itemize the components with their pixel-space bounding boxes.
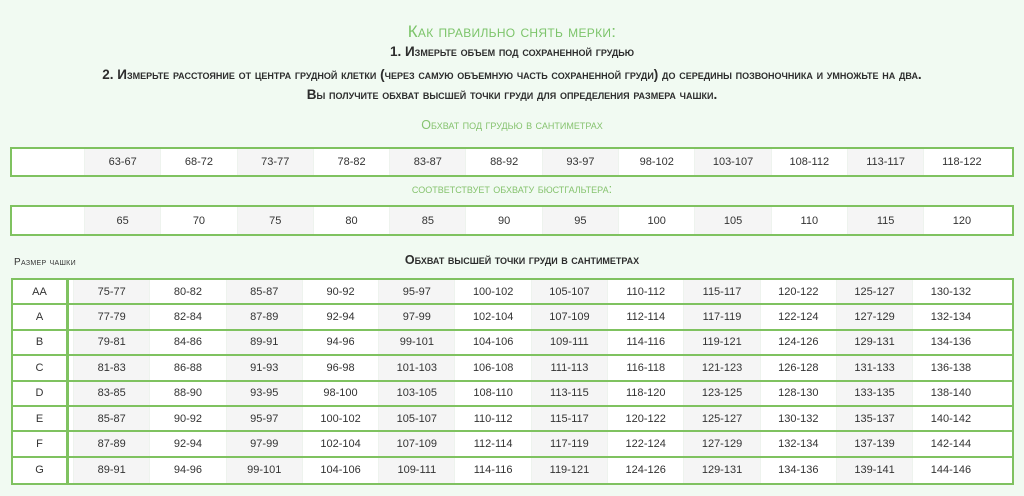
- underbust-cell: 68-72: [160, 149, 236, 175]
- band-cells: [84, 207, 1000, 234]
- bust-range-cell: 135-137: [836, 407, 912, 430]
- cup-size-cell: F: [13, 432, 69, 455]
- bust-range-cell: 81-83: [73, 356, 149, 379]
- bust-range-cell: 132-134: [912, 305, 988, 328]
- cup-size-cell: B: [13, 331, 69, 354]
- bust-range-cell: 139-141: [836, 458, 912, 483]
- bust-range-cell: 96-98: [302, 356, 378, 379]
- bust-values: [73, 280, 989, 303]
- bust-range-cell: 132-134: [760, 432, 836, 455]
- bust-values: [73, 305, 989, 328]
- underbust-row: [10, 147, 1014, 177]
- cup-size-cell: C: [13, 356, 69, 379]
- page-title: Как правильно снять мерки:: [407, 22, 617, 41]
- bust-range-cell: 93-95: [226, 382, 302, 405]
- band-size-cell: 90: [465, 207, 541, 234]
- bust-range-cell: 106-108: [454, 356, 530, 379]
- bust-values: [73, 458, 989, 483]
- underbust-cell: 63-67: [84, 149, 160, 175]
- bust-range-cell: 90-92: [302, 280, 378, 303]
- table-row: [13, 458, 1012, 483]
- bust-range-cell: 104-106: [302, 458, 378, 483]
- bust-range-cell: 100-102: [454, 280, 530, 303]
- bust-range-cell: 82-84: [149, 305, 225, 328]
- bust-range-cell: 97-99: [226, 432, 302, 455]
- bust-range-cell: 142-144: [912, 432, 988, 455]
- band-size-cell: 95: [542, 207, 618, 234]
- underbust-cell: 118-122: [923, 149, 999, 175]
- bust-range-cell: 114-116: [454, 458, 530, 483]
- bust-range-cell: 118-120: [607, 382, 683, 405]
- bust-range-cell: 83-85: [73, 382, 149, 405]
- bust-range-cell: 113-115: [531, 382, 607, 405]
- bust-values: [73, 331, 989, 354]
- cup-size-cell: A: [13, 305, 69, 328]
- instruction-2: 2. Измерьте расстояние от центра грудной клетки (через самую объемную часть сохраненной груди) до середины позвоночника и умножьте на два.: [102, 67, 922, 82]
- bust-range-cell: 89-91: [226, 331, 302, 354]
- bust-range-cell: 144-146: [912, 458, 988, 483]
- cup-size-cell: AA: [13, 280, 69, 303]
- bust-range-cell: 128-130: [760, 382, 836, 405]
- bust-range-cell: 120-122: [760, 280, 836, 303]
- bust-range-cell: 103-105: [378, 382, 454, 405]
- bust-range-cell: 77-79: [73, 305, 149, 328]
- bust-range-cell: 125-127: [683, 407, 759, 430]
- table-row: [13, 382, 1012, 407]
- bust-range-cell: 84-86: [149, 331, 225, 354]
- bust-range-cell: 91-93: [226, 356, 302, 379]
- band-size-cell: 105: [694, 207, 770, 234]
- table-row: [13, 432, 1012, 457]
- bust-range-cell: 117-119: [531, 432, 607, 455]
- bust-range-cell: 127-129: [683, 432, 759, 455]
- band-size-cell: 85: [389, 207, 465, 234]
- underbust-cell: 113-117: [847, 149, 923, 175]
- underbust-cells: [84, 149, 1000, 175]
- underbust-cell: 108-112: [771, 149, 847, 175]
- bust-range-cell: 107-109: [378, 432, 454, 455]
- bust-heading: Обхват высшей точки груди в сантиметрах: [404, 253, 640, 267]
- underbust-cell: 93-97: [542, 149, 618, 175]
- bust-range-cell: 114-116: [607, 331, 683, 354]
- table-row: [13, 280, 1012, 305]
- bust-range-cell: 119-121: [531, 458, 607, 483]
- bust-range-cell: 133-135: [836, 382, 912, 405]
- bust-range-cell: 88-90: [149, 382, 225, 405]
- bust-range-cell: 100-102: [302, 407, 378, 430]
- underbust-cell: 88-92: [465, 149, 541, 175]
- bust-range-cell: 129-131: [683, 458, 759, 483]
- bust-range-cell: 137-139: [836, 432, 912, 455]
- underbust-cell: 78-82: [313, 149, 389, 175]
- cup-size-cell: E: [13, 407, 69, 430]
- bust-range-cell: 94-96: [149, 458, 225, 483]
- bust-range-cell: 129-131: [836, 331, 912, 354]
- bust-range-cell: 134-136: [912, 331, 988, 354]
- bust-range-cell: 105-107: [531, 280, 607, 303]
- bust-range-cell: 109-111: [531, 331, 607, 354]
- bust-range-cell: 131-133: [836, 356, 912, 379]
- bust-range-cell: 104-106: [454, 331, 530, 354]
- bust-range-cell: 97-99: [378, 305, 454, 328]
- underbust-heading: Обхват под грудью в сантиметрах: [421, 118, 603, 132]
- bust-range-cell: 75-77: [73, 280, 149, 303]
- band-heading: соответствует обхвату бюстгальтера:: [411, 182, 613, 196]
- bust-range-cell: 108-110: [454, 382, 530, 405]
- band-size-cell: 75: [237, 207, 313, 234]
- bust-range-cell: 102-104: [454, 305, 530, 328]
- bust-range-cell: 140-142: [912, 407, 988, 430]
- bust-range-cell: 127-129: [836, 305, 912, 328]
- bust-range-cell: 122-124: [607, 432, 683, 455]
- cup-size-cell: D: [13, 382, 69, 405]
- bust-range-cell: 111-113: [531, 356, 607, 379]
- cup-size-table: [11, 278, 1014, 485]
- bust-range-cell: 124-126: [760, 331, 836, 354]
- bust-range-cell: 109-111: [378, 458, 454, 483]
- underbust-cell: 98-102: [618, 149, 694, 175]
- bust-range-cell: 95-97: [378, 280, 454, 303]
- bust-range-cell: 126-128: [760, 356, 836, 379]
- bust-range-cell: 105-107: [378, 407, 454, 430]
- table-row: [13, 407, 1012, 432]
- band-size-cell: 65: [84, 207, 160, 234]
- band-size-cell: 100: [618, 207, 694, 234]
- bust-range-cell: 136-138: [912, 356, 988, 379]
- bust-range-cell: 110-112: [607, 280, 683, 303]
- bust-range-cell: 124-126: [607, 458, 683, 483]
- bust-range-cell: 112-114: [454, 432, 530, 455]
- bust-range-cell: 120-122: [607, 407, 683, 430]
- bust-range-cell: 94-96: [302, 331, 378, 354]
- bust-range-cell: 99-101: [378, 331, 454, 354]
- band-size-cell: 110: [771, 207, 847, 234]
- underbust-cell: 73-77: [237, 149, 313, 175]
- bust-range-cell: 87-89: [73, 432, 149, 455]
- bust-values: [73, 356, 989, 379]
- bust-values: [73, 407, 989, 430]
- instruction-3: Вы получите обхват высшей точки груди для определения размера чашки.: [306, 87, 718, 102]
- bust-range-cell: 122-124: [760, 305, 836, 328]
- bust-range-cell: 138-140: [912, 382, 988, 405]
- bust-range-cell: 101-103: [378, 356, 454, 379]
- band-size-cell: 120: [923, 207, 999, 234]
- bust-range-cell: 112-114: [607, 305, 683, 328]
- bust-range-cell: 92-94: [149, 432, 225, 455]
- bust-range-cell: 79-81: [73, 331, 149, 354]
- bust-range-cell: 123-125: [683, 382, 759, 405]
- bust-range-cell: 80-82: [149, 280, 225, 303]
- band-size-cell: 80: [313, 207, 389, 234]
- bust-range-cell: 99-101: [226, 458, 302, 483]
- underbust-cell: 103-107: [694, 149, 770, 175]
- bust-range-cell: 90-92: [149, 407, 225, 430]
- band-size-cell: 115: [847, 207, 923, 234]
- bust-range-cell: 85-87: [226, 280, 302, 303]
- band-size-cell: 70: [160, 207, 236, 234]
- bust-range-cell: 110-112: [454, 407, 530, 430]
- bust-range-cell: 95-97: [226, 407, 302, 430]
- bust-range-cell: 86-88: [149, 356, 225, 379]
- bust-range-cell: 89-91: [73, 458, 149, 483]
- table-row: [13, 331, 1012, 356]
- bust-values: [73, 382, 989, 405]
- band-row: [10, 205, 1014, 236]
- underbust-cell: 83-87: [389, 149, 465, 175]
- bust-range-cell: 98-100: [302, 382, 378, 405]
- bust-range-cell: 117-119: [683, 305, 759, 328]
- bust-range-cell: 121-123: [683, 356, 759, 379]
- bust-range-cell: 130-132: [760, 407, 836, 430]
- bust-range-cell: 87-89: [226, 305, 302, 328]
- table-row: [13, 356, 1012, 381]
- bust-range-cell: 115-117: [531, 407, 607, 430]
- bust-range-cell: 92-94: [302, 305, 378, 328]
- bust-range-cell: 119-121: [683, 331, 759, 354]
- bust-range-cell: 102-104: [302, 432, 378, 455]
- bust-range-cell: 116-118: [607, 356, 683, 379]
- bust-range-cell: 134-136: [760, 458, 836, 483]
- bust-range-cell: 130-132: [912, 280, 988, 303]
- table-row: [13, 305, 1012, 330]
- cup-size-heading: Размер чашки: [14, 257, 76, 268]
- cup-size-cell: G: [13, 458, 69, 483]
- bust-values: [73, 432, 989, 455]
- bust-range-cell: 125-127: [836, 280, 912, 303]
- bust-range-cell: 107-109: [531, 305, 607, 328]
- bust-range-cell: 115-117: [683, 280, 759, 303]
- bust-range-cell: 85-87: [73, 407, 149, 430]
- instruction-1: 1. Измерьте объем под сохраненной грудью: [389, 44, 635, 59]
